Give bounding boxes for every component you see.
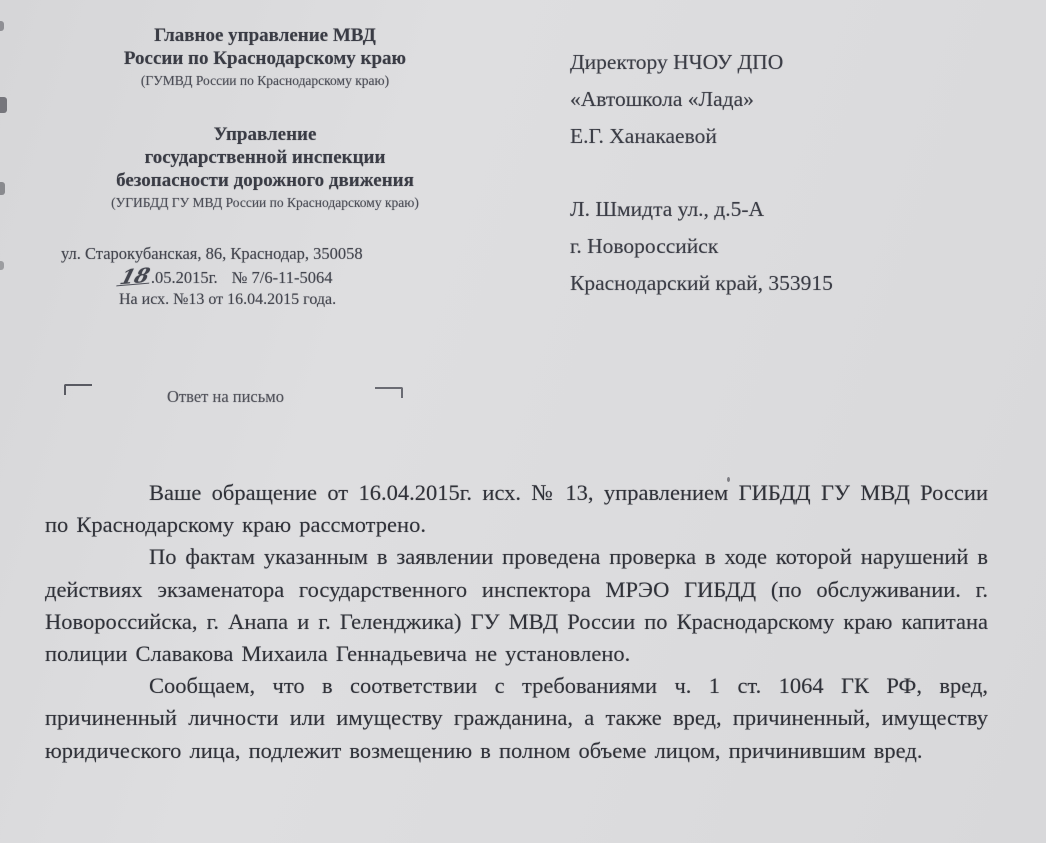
scan-edge-artifact xyxy=(0,261,4,270)
scan-edge-artifact xyxy=(0,97,7,113)
corner-bracket-left-icon xyxy=(64,384,92,395)
subject-row xyxy=(58,378,403,414)
division-abbreviation: (УГИБДД ГУ МВД России по Краснодарскому краю) xyxy=(111,195,419,210)
org-abbreviation: (ГУМВД России по Краснодарскому краю) xyxy=(140,73,390,88)
outgoing-number: № 7/6-11-5064 xyxy=(231,268,333,287)
recipient-org: «Автошкола «Лада» xyxy=(570,87,754,111)
letter-body xyxy=(45,477,988,767)
date-month-year: .05.2015г. xyxy=(150,268,218,287)
body-paragraph: Сообщаем, что в соответствии с требованиями ч. 1 ст. 1064 ГК РФ, вред, причиненный личности или имуществу гражданина, а также вред, причиненный, имуществу юридического лица, подлежит возмещению в полном объеме лицом, причинившим вред. xyxy=(45,673,988,763)
org-postal-address: ул. Старокубанская, 86, Краснодар, 350058 xyxy=(61,244,363,263)
handwritten-day: 18 xyxy=(117,262,153,290)
division-line1: Управление xyxy=(213,124,317,145)
recipient-region-zip: Краснодарский край, 353915 xyxy=(570,271,833,295)
recipient-title: Директору НЧОУ ДПО xyxy=(570,50,784,74)
division-line3: безопасности дорожного движения xyxy=(116,170,414,191)
letter-date-line xyxy=(55,262,475,290)
recipient-street: Л. Шмидта ул., д.5-А xyxy=(570,197,765,221)
org-name-line1: Главное управление МВД xyxy=(154,25,376,46)
body-paragraph: Ваше обращение от 16.04.2015г. исх. № 13, управлением ГИБДД ГУ МВД России по Краснодарскому краю рассмотрено. xyxy=(45,480,988,538)
division-line2: государственной инспекции xyxy=(144,147,386,168)
body-paragraph: По фактам указанным в заявлении проведена проверка в ходе которой нарушений в действиях экзаменатора государственного инспектора МРЭО ГИБДД (по обслуживании. г. Новороссийска, г. Анапа и г. Геленджика) ГУ МВД России по Краснодарскому краю капитана полиции Славакова Михаила Геннадьевича не установлено. xyxy=(45,544,988,667)
letterhead xyxy=(55,24,475,311)
recipient-address-block xyxy=(570,191,1000,302)
letterhead-contact-block xyxy=(55,243,475,311)
org-name-line2: России по Краснодарскому краю xyxy=(123,48,407,69)
corner-bracket-right-icon xyxy=(375,387,403,398)
scan-edge-artifact xyxy=(0,182,5,195)
scan-edge-artifact xyxy=(0,21,4,31)
recipient-block xyxy=(570,44,1000,302)
division-block xyxy=(55,123,475,211)
recipient-city: г. Новороссийск xyxy=(570,234,719,258)
reference-line: На исх. №13 от 16.04.2015 года. xyxy=(119,291,337,308)
subject-label: Ответ на письмо xyxy=(167,387,284,406)
recipient-name: Е.Г. Ханакаевой xyxy=(570,124,717,148)
